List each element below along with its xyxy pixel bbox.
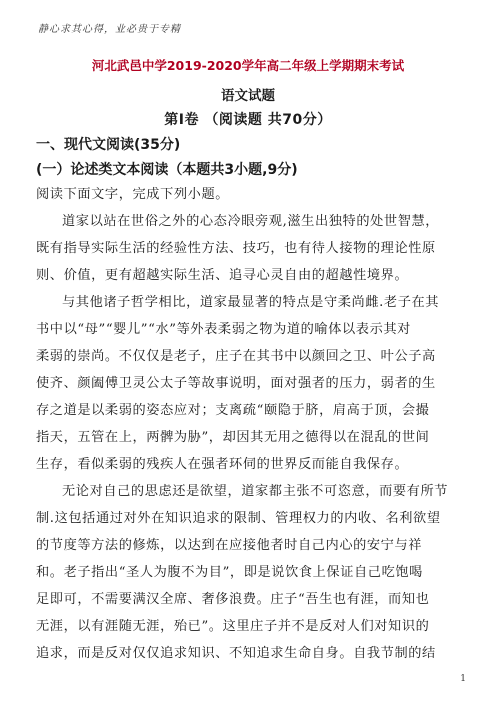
text-line: 既有指导实际生活的经验性方法、技巧，也有待人接物的理论性原 [36, 241, 436, 256]
text-line: 书中以“母”“婴儿”“水”等外表柔弱之物为道的喻体以表示其对 [36, 322, 411, 337]
text-line: 存之道是以柔弱的姿态应对；支离疏“颐隐于脐，肩高于顶，会撮 [36, 403, 430, 418]
text-line: 无论对自己的思虑还是欲望，道家都主张不可恣意，而要有所节 [62, 484, 449, 499]
text-line: 使齐、颜阖傅卫灵公太子等故事说明，面对强者的压力，弱者的生 [36, 376, 436, 391]
text-line: 无涯，以有涯随无涯，殆已”。这里庄子并不是反对人们对知识的 [36, 619, 430, 634]
text-line: 足即可，不需要满汉全席、奢侈浪费。庄子“吾生也有涯，而知也 [36, 592, 430, 607]
text-line: 道家以站在世俗之外的心态冷眼旁观,滋生出独特的处世智慧， [62, 214, 440, 229]
section-heading-1: 一、现代文阅读(35分) [36, 137, 181, 153]
text-line: 柔弱的崇尚。不仅仅是老子，庄子在其书中以颜回之卫、叶公子高 [36, 349, 436, 364]
text-line: 阅读下面文字，完成下列小题。 [36, 187, 230, 202]
text-line: 制.这包括通过对外在知识追求的限制、管理权力的内收、名利欲望 [36, 511, 441, 526]
volume-heading: 第Ⅰ卷 （阅读题 共70分） [164, 112, 332, 128]
subject-title: 语文试题 [221, 88, 275, 104]
text-line: 指天，五管在上，两髀为胁”，却因其无用之德得以在混乱的世间 [36, 430, 430, 445]
text-line: 生存，看似柔弱的残疾人在强者环伺的世界反而能自我保存。 [36, 457, 409, 472]
exam-title: 河北武邑中学2019-2020学年高二年级上学期期末考试 [91, 58, 405, 73]
text-line: 则、价值，更有超越实际生活、追寻心灵自由的超越性境界。 [36, 268, 409, 283]
page-number: 1 [460, 674, 466, 684]
text-line: 追求，而是反对仅仅追求知识、不知追求生命自身。自我节制的结 [36, 646, 436, 661]
text-line: 和。老子指出“圣人为腹不为目”，即是说饮食上保证自己吃饱喝 [36, 565, 423, 580]
header-motto: 静心求其心得，业必贵于专精 [38, 24, 181, 35]
text-line: 的节度等方法的修炼，以达到在应接他者时自己内心的安宁与祥 [36, 538, 423, 553]
text-line: 与其他诸子哲学相比，道家最显著的特点是守柔尚雌.老子在其 [62, 295, 440, 310]
section-heading-2: (一）论述类文本阅读（本题共3小题,9分) [36, 162, 298, 178]
